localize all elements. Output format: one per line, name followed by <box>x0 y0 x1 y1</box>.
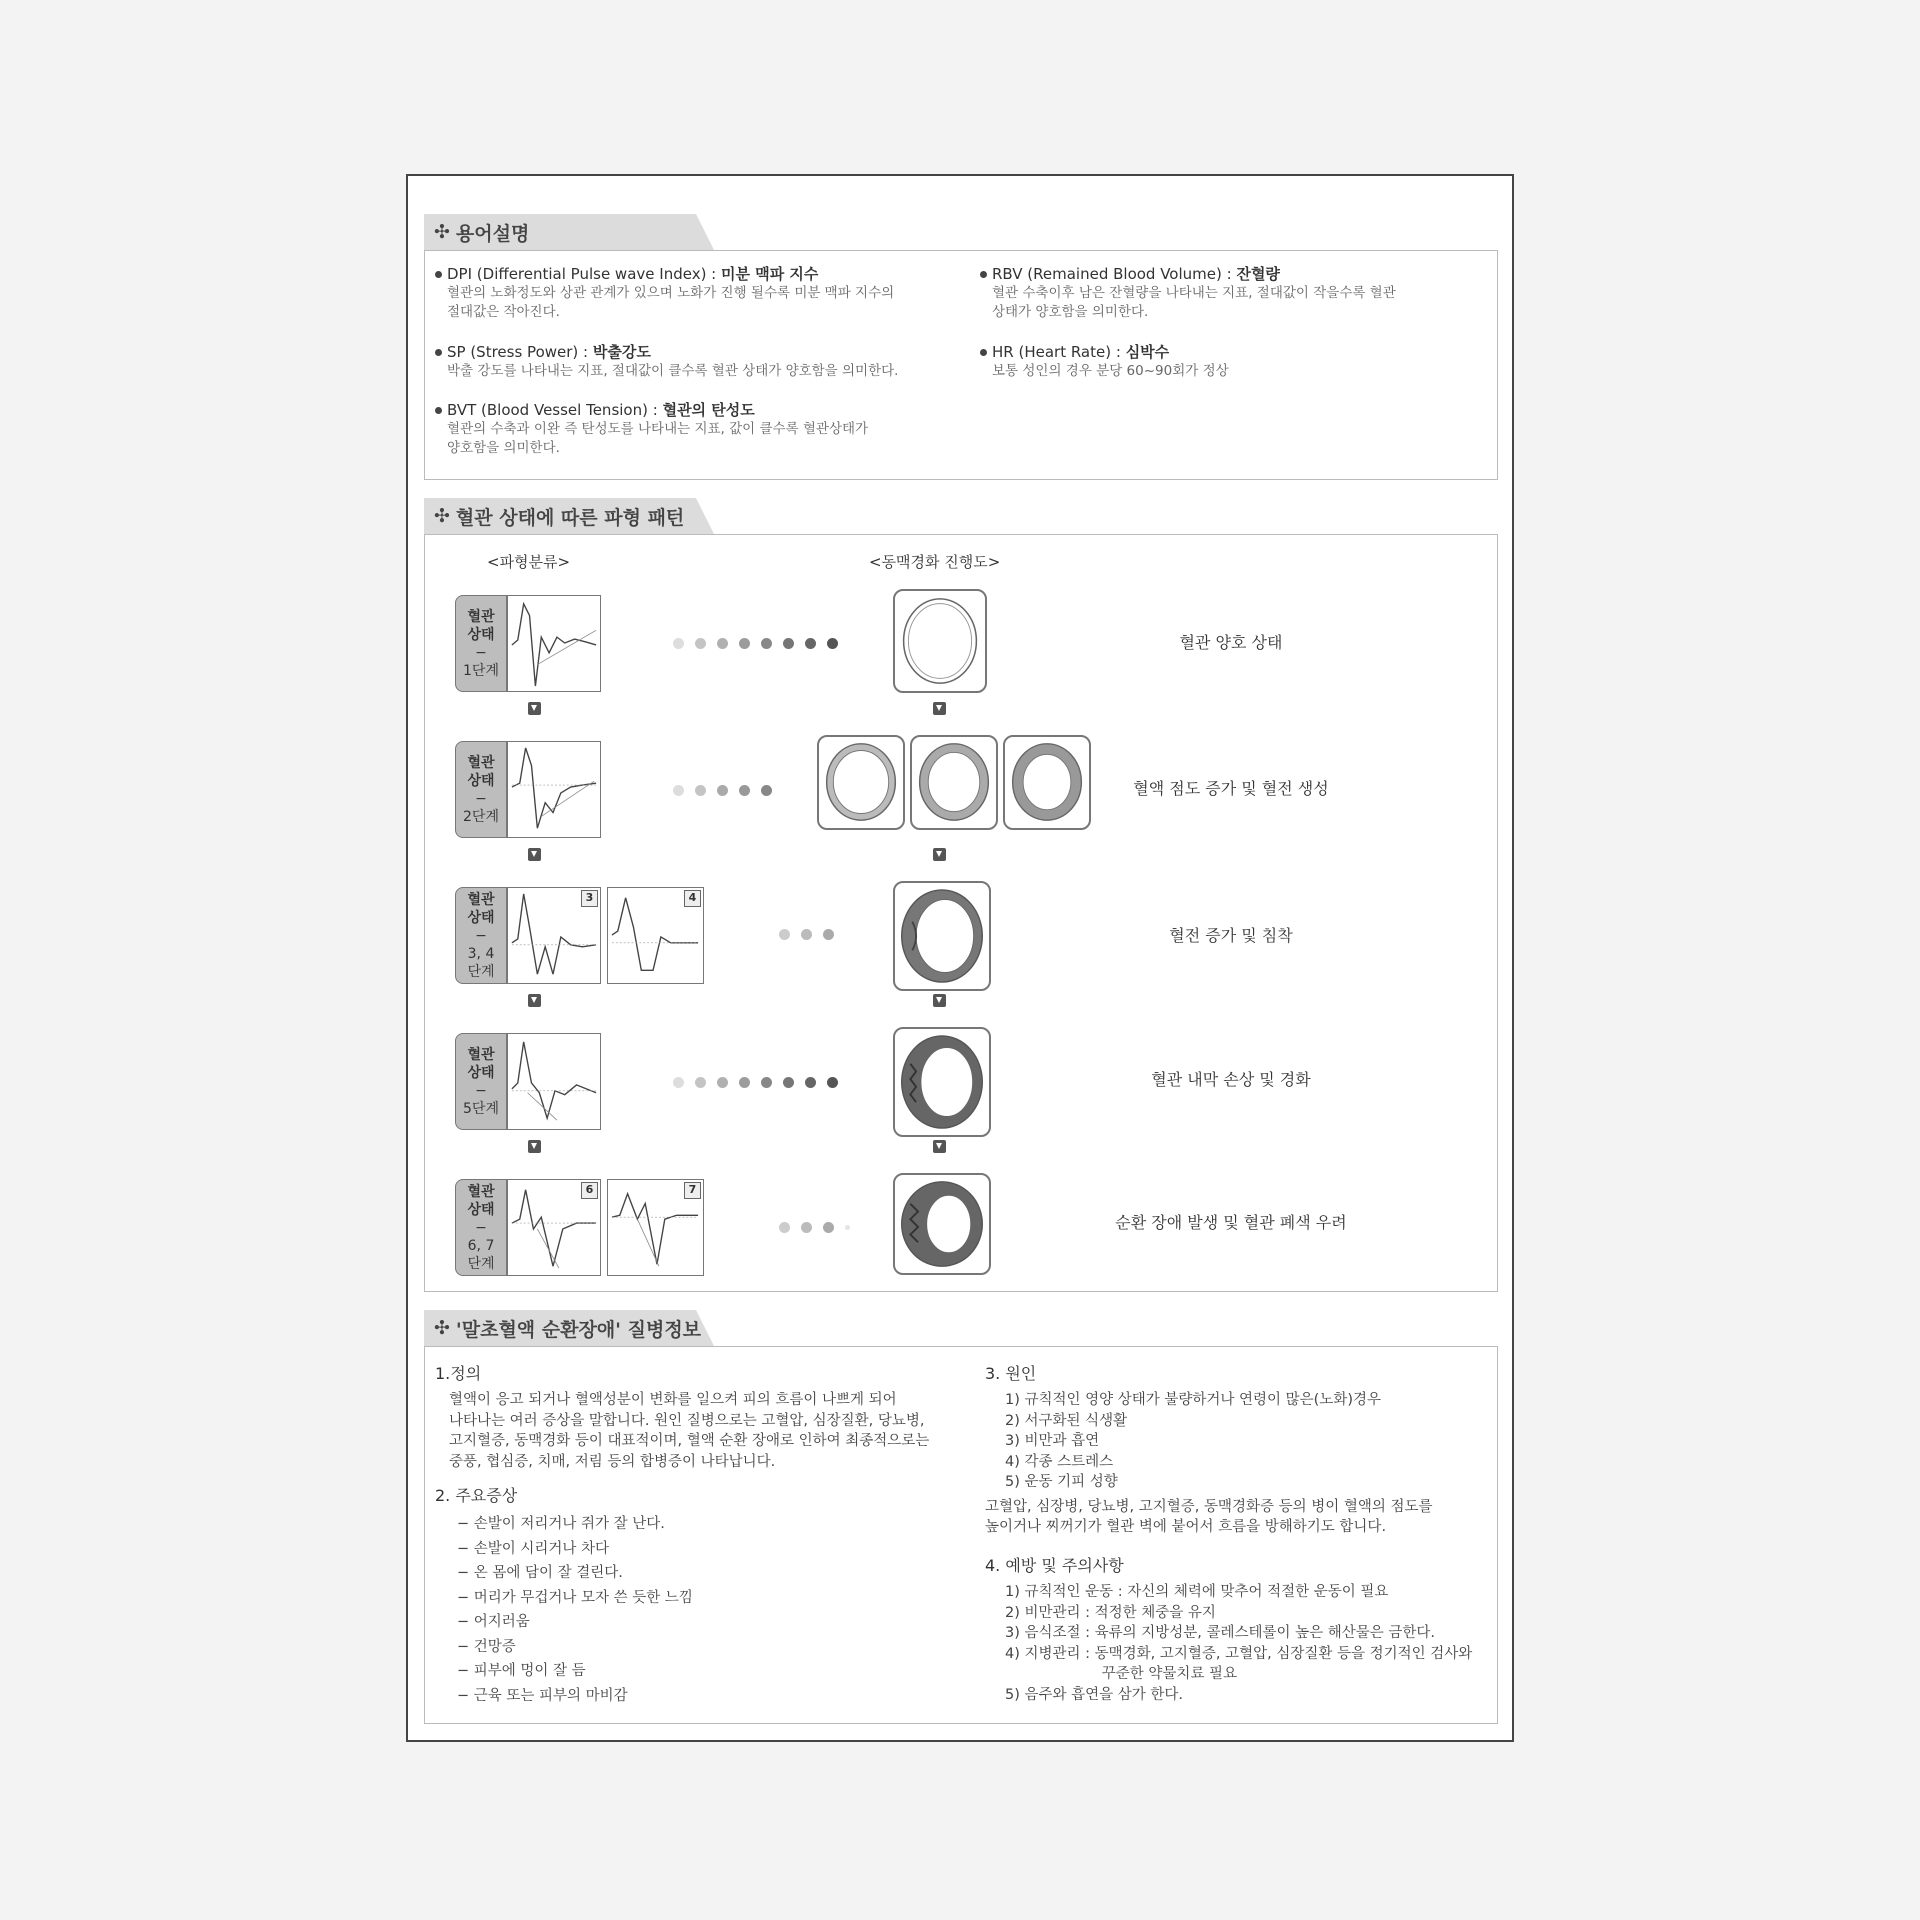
prevention-list <box>985 1582 1505 1705</box>
waveform-graph <box>607 1179 704 1276</box>
progress-dots <box>779 929 834 940</box>
list-item: 4) 지병관리 : 동맥경화, 고지혈증, 고혈압, 심장질환 등을 정기적인 검사와 <box>1005 1645 1473 1662</box>
list-item: 1) 규칙적인 영양 상태가 불량하거나 연령이 많은(노화)경우 <box>1005 1392 1382 1408</box>
down-arrow-icon <box>933 1140 946 1153</box>
waveform-graph <box>507 595 601 692</box>
disease-section-title: '말초혈액 순환장애' 질병정보 <box>455 1318 702 1341</box>
symptom-list <box>435 1512 955 1708</box>
symptoms-title: 2. 주요증상 <box>435 1486 518 1505</box>
waveform-number-badge: 3 <box>581 890 598 907</box>
stage-description: 혈관 내막 손상 및 경화 <box>1151 1070 1311 1089</box>
list-item: 1) 규칙적인 운동 : 자신의 체력에 맞추어 적절한 운동이 필요 <box>1005 1584 1389 1600</box>
definition-title: 1.정의 <box>435 1364 482 1383</box>
definition-block: 1.정의 혈액이 응고 되거나 혈액성분이 변화를 일으켜 피의 흐름이 나쁘게 되어 나타나는 여러 증상을 말합니다. 원인 질병으로는 고혈압, 심장질환, 당뇨병, 고지혈증, 동맥경화 등이 대표적이며, 혈액 순환 장애로 인하여 최종적으로는 중풍, 협심증, 치매, 저림 등의 합병증이 나타납니다. <box>435 1361 955 1472</box>
cause-block: 3. 원인 1) 규칙적인 영양 상태가 불량하거나 연령이 많은(노화)경우 2) 서구화된 식생활 3) 비만과 흡연 4) 각종 스트레스 5) 운동 기피 성향 고혈압, 심장병, 당뇨병, 고지혈증, 동맥경화증 등의 병이 혈액의 점도를 높이거나 찌꺼기가 혈관 벽에 붙어서 흐름을 방해하기도 합니다. <box>985 1361 1505 1538</box>
cause-list <box>985 1390 1505 1493</box>
list-item: − 어지러움 <box>457 1614 530 1630</box>
stage-tag-1: 혈관 상태 − 1단계 <box>455 595 507 692</box>
term-bvt: BVT (Blood Vessel Tension) : 혈관의 탄성도 혈관의 수축과 이완 즉 탄성도를 나타내는 지표, 값이 클수록 혈관상태가 양호함을 의미한다. <box>435 399 955 458</box>
vessel-cross-section <box>893 1027 991 1137</box>
stage-description: 혈전 증가 및 침착 <box>1169 926 1293 945</box>
terms-section-title: 용어설명 <box>455 222 530 245</box>
list-item: 2) 비만관리 : 적정한 체중을 유지 <box>1005 1604 1216 1621</box>
list-item: 5) 운동 기피 성향 <box>1005 1474 1118 1490</box>
cross-arrows-icon: ✣ <box>434 505 450 527</box>
vessel-cross-section <box>893 881 991 991</box>
cross-arrows-icon: ✣ <box>434 1317 450 1339</box>
down-arrow-icon <box>933 702 946 715</box>
list-item: − 피부에 멍이 잘 듬 <box>457 1663 586 1679</box>
stage-description: 혈관 양호 상태 <box>1179 633 1283 652</box>
symptoms-block <box>435 1483 955 1708</box>
waveform-number-badge: 6 <box>581 1182 598 1199</box>
stage-tag-3-4: 혈관 상태 − 3, 4 단계 <box>455 887 507 984</box>
cross-arrows-icon: ✣ <box>434 221 450 243</box>
terms-box <box>424 250 1498 480</box>
vessel-cross-section <box>910 735 998 830</box>
disease-box <box>424 1346 1498 1724</box>
waveform-graph <box>507 741 601 838</box>
waveform-graph <box>507 887 601 984</box>
stage-tag-6-7: 혈관 상태 − 6, 7 단계 <box>455 1179 507 1276</box>
list-item: − 근육 또는 피부의 마비감 <box>457 1687 628 1704</box>
pattern-box <box>424 534 1498 1292</box>
waveform-classification-label: <파형분류> <box>487 553 571 571</box>
bullet-icon <box>980 349 987 356</box>
vessel-cross-section <box>817 735 905 830</box>
list-item: − 온 몸에 담이 잘 결린다. <box>457 1565 623 1581</box>
progress-dots <box>673 1077 838 1088</box>
list-item: − 손발이 시리거나 차다 <box>457 1540 610 1557</box>
list-item: − 손발이 저리거나 쥐가 잘 난다. <box>457 1516 665 1532</box>
pattern-section-title: 혈관 상태에 따른 파형 패턴 <box>455 506 685 529</box>
bullet-icon <box>435 271 442 278</box>
disease-section-header <box>424 1310 714 1346</box>
down-arrow-icon <box>528 702 541 715</box>
stage-tag-5: 혈관 상태 − 5단계 <box>455 1033 507 1130</box>
down-arrow-icon <box>933 848 946 861</box>
document-page <box>406 174 1514 1742</box>
term-rbv: RBV (Remained Blood Volume) : 잔혈량 혈관 수축이후 남은 잔혈량을 나타내는 지표, 절대값이 작을수록 혈관 상태가 양호함을 의미한다. <box>980 263 1500 322</box>
arteriosclerosis-progress-label: <동맥경화 진행도> <box>869 553 1001 571</box>
prevention-block <box>985 1553 1505 1705</box>
stage-tag-2: 혈관 상태 − 2단계 <box>455 741 507 838</box>
down-arrow-icon <box>528 994 541 1007</box>
list-item: 4) 각종 스트레스 <box>1005 1453 1114 1470</box>
vessel-cross-section <box>893 1173 991 1275</box>
waveform-number-badge: 7 <box>684 1182 701 1199</box>
term-sp: SP (Stress Power) : 박출강도 박출 강도를 나타내는 지표, 절대값이 클수록 혈관 상태가 양호함을 의미한다. <box>435 341 955 381</box>
list-item: − 건망증 <box>457 1638 516 1655</box>
progress-dots <box>673 785 772 796</box>
cause-title: 3. 원인 <box>985 1364 1037 1383</box>
prevention-title: 4. 예방 및 주의사항 <box>985 1556 1124 1575</box>
bullet-icon <box>980 271 987 278</box>
list-item: 5) 음주와 흡연을 삼가 한다. <box>1005 1686 1183 1703</box>
waveform-graph <box>507 1179 601 1276</box>
bullet-icon <box>435 349 442 356</box>
list-item: 꾸준한 약물치료 필요 <box>1005 1666 1238 1682</box>
down-arrow-icon <box>933 994 946 1007</box>
list-item: − 머리가 무겁거나 모자 쓴 듯한 느낌 <box>457 1589 693 1606</box>
term-dpi: DPI (Differential Pulse wave Index) : 미분 맥파 지수 혈관의 노화정도와 상관 관계가 있으며 노화가 진행 될수록 미분 맥파 지수의 절대값은 작아진다. <box>435 263 955 322</box>
list-item: 2) 서구화된 식생활 <box>1005 1412 1128 1429</box>
vessel-cross-section <box>893 589 987 693</box>
progress-dots <box>673 638 838 649</box>
waveform-graph <box>507 1033 601 1130</box>
list-item: 3) 비만과 흡연 <box>1005 1433 1100 1449</box>
stage-description: 혈액 점도 증가 및 혈전 생성 <box>1133 779 1329 798</box>
waveform-graph <box>607 887 704 984</box>
pattern-section-header <box>424 498 714 534</box>
stage-description: 순환 장애 발생 및 혈관 폐색 우려 <box>1115 1213 1347 1232</box>
bullet-icon <box>435 407 442 414</box>
progress-dots <box>779 1222 850 1233</box>
down-arrow-icon <box>528 848 541 861</box>
terms-section-header <box>424 214 714 250</box>
down-arrow-icon <box>528 1140 541 1153</box>
list-item: 3) 음식조절 : 육류의 지방성분, 콜레스테롤이 높은 해산물은 금한다. <box>1005 1625 1436 1641</box>
term-hr: HR (Heart Rate) : 심박수 보통 성인의 경우 분당 60~90회가 정상 <box>980 341 1500 381</box>
waveform-number-badge: 4 <box>684 890 701 907</box>
